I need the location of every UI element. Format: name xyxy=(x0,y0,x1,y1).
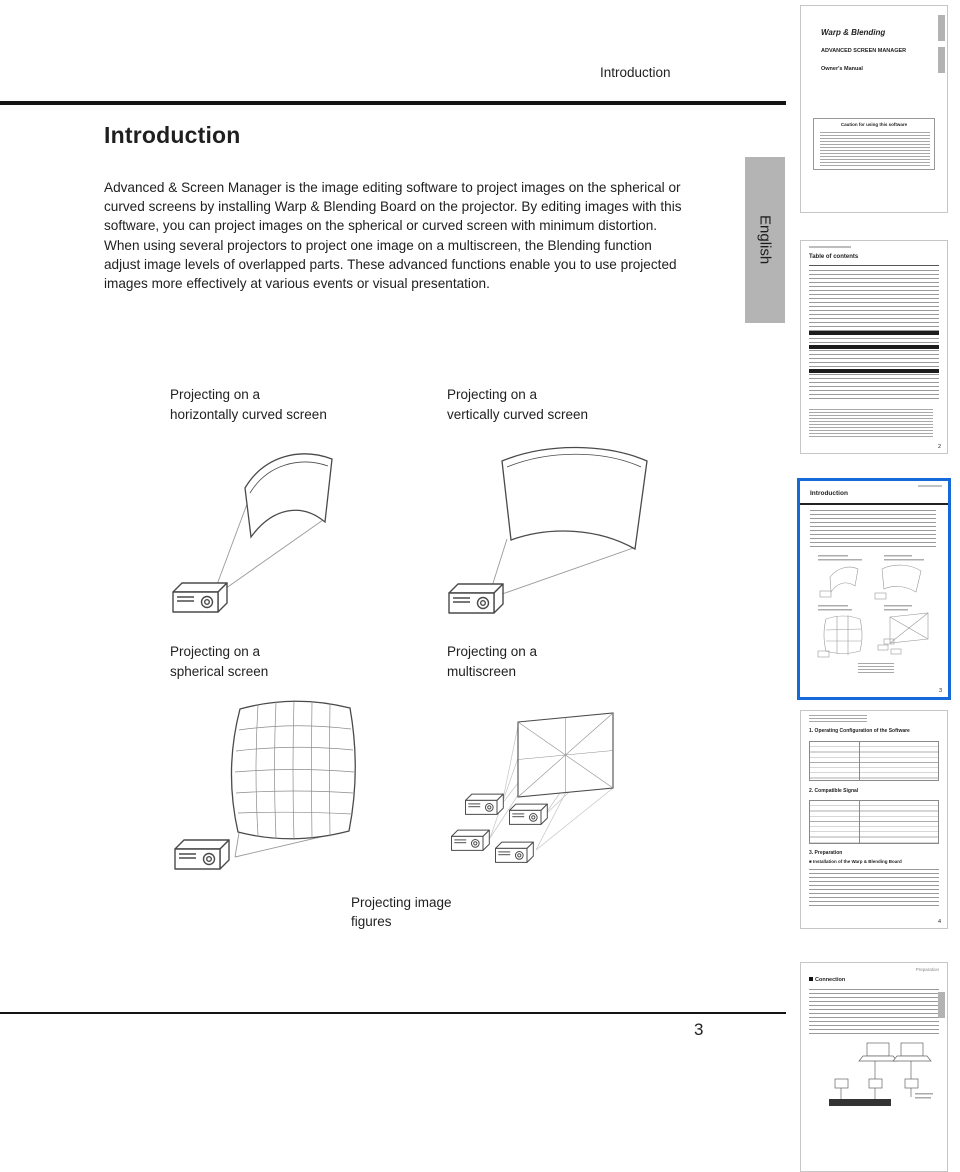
cover-subtitle: ADVANCED SCREEN MANAGER xyxy=(821,48,907,54)
cover-caution-heading: Caution for using this software xyxy=(840,122,908,127)
thumbnail-page-number: 4 xyxy=(937,919,941,925)
setup-sub-heading: ■ Installation of the Warp & Blending Board xyxy=(809,859,902,864)
figure-caption xyxy=(351,893,452,931)
intro-caption-lines xyxy=(858,663,894,673)
setup-heading-2: 2. Compatible Signal xyxy=(809,788,859,794)
toc-section-bar xyxy=(809,331,939,335)
cover-caution-lines xyxy=(820,132,930,166)
setup-table-1 xyxy=(809,741,939,781)
toc-footnote-lines xyxy=(809,409,933,437)
figure-label-line: vertically curved screen xyxy=(447,406,589,422)
vertically-curved-screen-figure xyxy=(440,437,655,627)
toc-rule xyxy=(809,265,939,266)
figure-label-line: multiscreen xyxy=(447,663,517,679)
figure-label-spherical xyxy=(170,642,268,681)
multiscreen-figure xyxy=(440,700,655,885)
figure-label-line: Projecting on a xyxy=(170,644,261,659)
connection-body-lines xyxy=(809,989,939,1035)
cover-manual-label: Owner's Manual xyxy=(821,66,863,72)
toc-heading: Table of contents xyxy=(809,254,859,260)
body-paragraph: Advanced & Screen Manager is the image editing software to project images on the spherical or curved screens by installing Warp & Blending Board on the projector. By editing images with this software, you can project images on the spherical or curved screen with minimum distortion. When using several projectors to project one image on a multiscreen, the Blending function adjust image levels of overlapped parts. These advanced functions enable you to use projected images more effectively at various events or visual presentation. xyxy=(104,180,682,292)
thumbnail-page-number: 3 xyxy=(938,688,942,694)
horizontally-curved-screen-figure xyxy=(160,440,340,625)
page-thumbnail-introduction-selected[interactable] xyxy=(797,478,951,700)
setup-heading-1: 1. Operating Configuration of the Software xyxy=(809,728,910,734)
connection-heading-text: Connection xyxy=(815,977,846,983)
page-number: 3 xyxy=(694,1020,704,1039)
page-thumbnail-setup[interactable] xyxy=(800,710,948,929)
figure-caption-line: Projecting image xyxy=(351,895,452,910)
page-thumbnail-cover[interactable] xyxy=(800,5,948,213)
connection-running-header: Preparation xyxy=(915,967,939,972)
intro-body-lines xyxy=(810,510,936,548)
toc-running-header-line xyxy=(809,246,851,248)
footer-rule xyxy=(0,1012,786,1014)
figure-caption-line: figures xyxy=(351,914,392,929)
intro-heading: Introduction xyxy=(810,490,848,497)
intro-rule xyxy=(800,503,948,505)
thumbnail-panel xyxy=(786,0,960,1118)
figure-label-vertically-curved xyxy=(447,385,588,424)
connection-diagram xyxy=(811,1041,937,1121)
page-thumbnail-toc[interactable] xyxy=(800,240,948,454)
bullet-square-icon xyxy=(809,977,813,981)
intro-mini-figures xyxy=(810,555,940,659)
setup-table-2 xyxy=(809,800,939,844)
cover-caution-box xyxy=(813,118,935,170)
cover-title: Warp & Blending xyxy=(821,28,886,37)
header-rule xyxy=(0,101,786,105)
running-header: Introduction xyxy=(600,65,671,80)
connection-heading xyxy=(809,977,845,983)
setup-body-lines xyxy=(809,869,939,907)
intro-running-header-line xyxy=(918,485,942,487)
toc-section-bar xyxy=(809,369,939,373)
cover-language-tab-icon xyxy=(938,47,945,73)
setup-running-header-lines xyxy=(809,715,867,724)
setup-heading-3: 3. Preparation xyxy=(809,850,843,856)
cover-language-tab-icon xyxy=(938,15,945,41)
page-thumbnail-connection[interactable] xyxy=(800,962,948,1172)
figure-label-horizontally-curved xyxy=(170,385,327,424)
figure-label-line: spherical screen xyxy=(170,663,269,679)
connection-language-tab-icon xyxy=(938,992,945,1018)
spherical-screen-figure xyxy=(160,685,370,885)
thumbnail-page-number: 2 xyxy=(937,444,941,450)
toc-section-bar xyxy=(809,345,939,349)
figure-label-line: Projecting on a xyxy=(170,387,261,402)
figure-label-line: horizontally curved screen xyxy=(170,406,327,422)
language-tab-english: English xyxy=(745,157,785,323)
figure-label-multiscreen xyxy=(447,642,537,681)
toc-entry-lines xyxy=(809,270,939,400)
figure-label-line: Projecting on a xyxy=(447,644,538,659)
page-title: Introduction xyxy=(104,122,241,148)
figure-label-line: Projecting on a xyxy=(447,387,538,402)
